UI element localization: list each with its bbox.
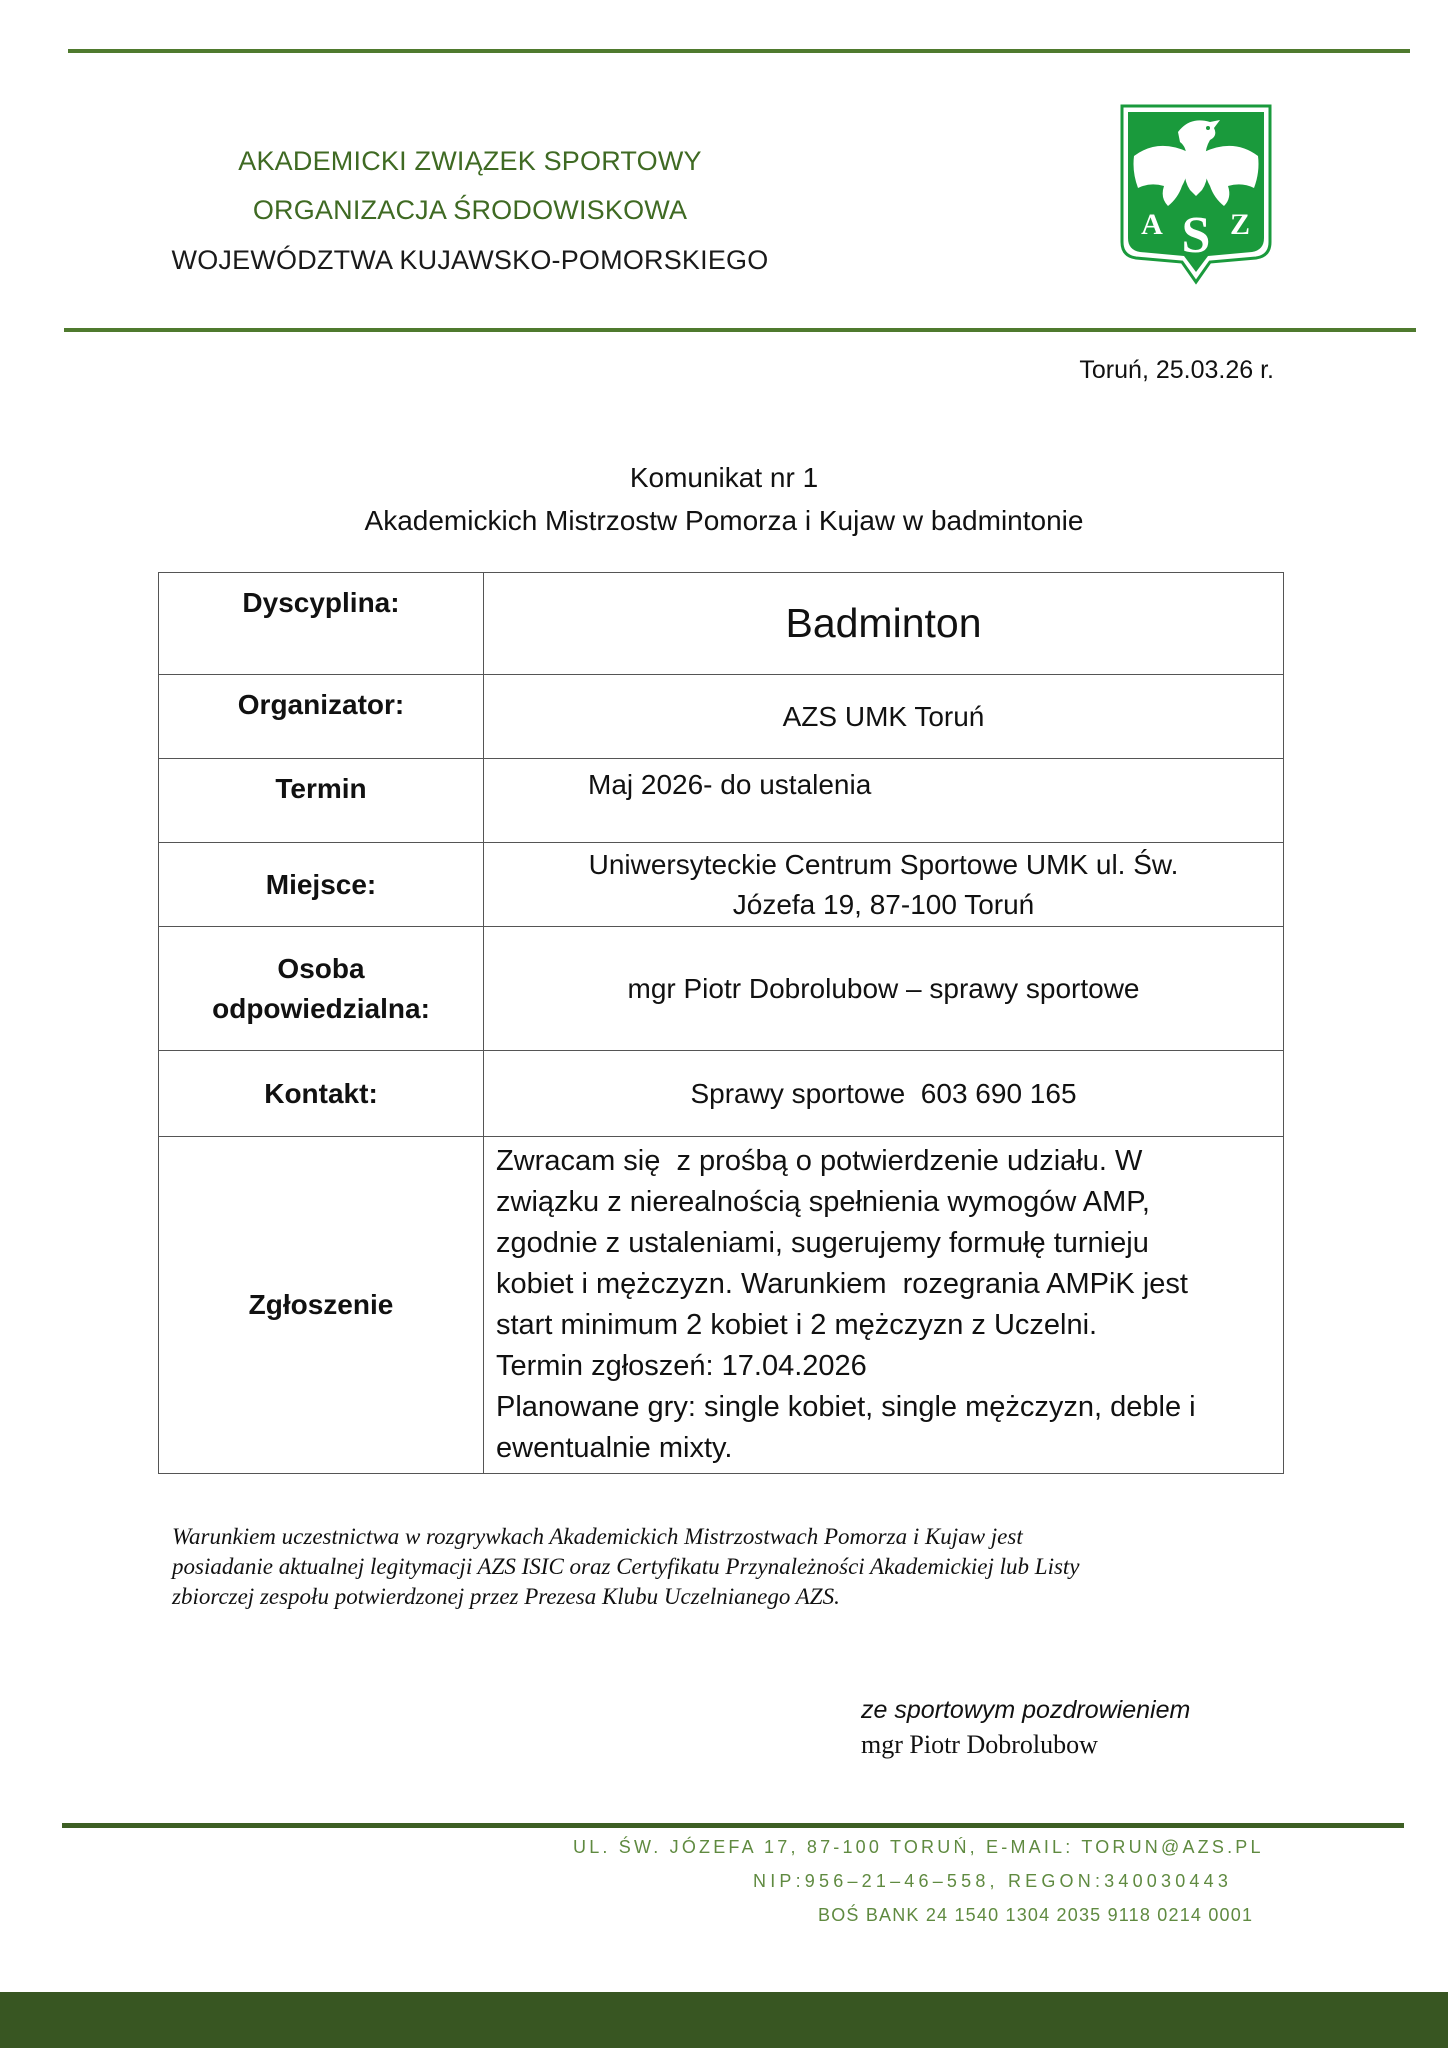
note-line: zbiorczej zespołu potwierdzonej przez Prezesa Klubu Uczelnianego AZS. — [172, 1584, 840, 1609]
azs-eagle-shield-icon — [1118, 102, 1274, 286]
row-value — [484, 1137, 1284, 1474]
footer-address: UL. ŚW. JÓZEFA 17, 87-100 TORUŃ, E-MAIL: TORUN@AZS.PL — [573, 1837, 1264, 1857]
logo-letter-a: A — [1141, 208, 1163, 241]
participation-note — [172, 1522, 1292, 1612]
announcement-subtitle: Akademickich Mistrzostw Pomorza i Kujaw w badmintonie — [364, 505, 1084, 536]
note-line: Warunkiem uczestnictwa w rozgrywkach Akademickich Mistrzostwach Pomorza i Kujaw jest — [172, 1524, 1023, 1549]
registration-line: Zwracam się z prośbą o potwierdzenie udziału. W — [496, 1145, 1143, 1177]
row-value — [484, 843, 1284, 927]
row-value: Maj 2026- do ustalenia — [484, 759, 1284, 843]
note-line: posiadanie aktualnej legitymacji AZS ISIC oraz Certyfikatu Przynależności Akademickiej lub Listy — [172, 1554, 1080, 1579]
table-row-date — [159, 759, 1284, 843]
registration-line: ewentualnie mixty. — [496, 1432, 733, 1464]
header-divider — [64, 328, 1416, 332]
table-row-discipline — [159, 573, 1284, 675]
venue-line: Uniwersyteckie Centrum Sportowe UMK ul. Św. — [588, 848, 1179, 880]
row-label: Organizator: — [159, 675, 484, 759]
registration-line: Planowane gry: single kobiet, single mężczyzn, deble i — [496, 1391, 1196, 1423]
announcement-title: Komunikat nr 1 — [629, 462, 819, 493]
label-line: odpowiedzialna: — [212, 992, 430, 1024]
table-row-organizer — [159, 675, 1284, 759]
registration-deadline: Termin zgłoszeń: 17.04.2026 — [496, 1350, 867, 1382]
table-row-registration — [159, 1137, 1284, 1474]
signature-greeting: ze sportowym pozdrowieniem — [861, 1696, 1191, 1724]
table-row-responsible-person — [159, 927, 1284, 1051]
table-row-contact — [159, 1051, 1284, 1137]
row-label: Dyscyplina: — [159, 573, 484, 675]
row-label: Zgłoszenie — [159, 1137, 484, 1474]
row-label: Termin — [159, 759, 484, 843]
row-value: Badminton — [484, 573, 1284, 675]
row-value: Sprawy sportowe 603 690 165 — [484, 1051, 1284, 1137]
date-line: Toruń, 25.03.26 r. — [1079, 356, 1274, 384]
bottom-band — [0, 1992, 1448, 2048]
row-label: Kontakt: — [159, 1051, 484, 1137]
row-label: Miejsce: — [159, 843, 484, 927]
logo-letter-z: Z — [1229, 208, 1251, 241]
logo-letter-s: S — [1181, 207, 1211, 264]
footer-divider — [62, 1823, 1404, 1828]
signature-name: mgr Piotr Dobrolubow — [861, 1730, 1098, 1759]
event-info-table — [158, 572, 1284, 1474]
org-name-line2: ORGANIZACJA ŚRODOWISKOWA — [252, 195, 688, 225]
registration-line: związku z nierealnością spełnienia wymogów AMP, — [496, 1186, 1150, 1218]
org-name-line3: WOJEWÓDZTWA KUJAWSKO-POMORSKIEGO — [171, 245, 769, 275]
org-name-line1: AKADEMICKI ZWIĄZEK SPORTOWY — [238, 146, 702, 176]
table-row-venue — [159, 843, 1284, 927]
row-value: AZS UMK Toruń — [484, 675, 1284, 759]
row-value: mgr Piotr Dobrolubow – sprawy sportowe — [484, 927, 1284, 1051]
venue-line: Józefa 19, 87-100 Toruń — [732, 888, 1035, 920]
registration-line: kobiet i mężczyzn. Warunkiem rozegrania AMPiK jest — [496, 1268, 1188, 1300]
footer-tax-ids: NIP:956–21–46–558, REGON:340030443 — [753, 1871, 1233, 1891]
registration-line: zgodnie z ustaleniami, sugerujemy formułę turnieju — [496, 1227, 1149, 1259]
registration-line: start minimum 2 kobiet i 2 mężczyzn z Uczelni. — [496, 1309, 1098, 1341]
top-divider — [68, 49, 1410, 53]
row-label — [159, 927, 484, 1051]
footer-bank-account: BOŚ BANK 24 1540 1304 2035 9118 0214 0001 — [818, 1905, 1254, 1925]
label-line: Osoba — [277, 952, 365, 984]
